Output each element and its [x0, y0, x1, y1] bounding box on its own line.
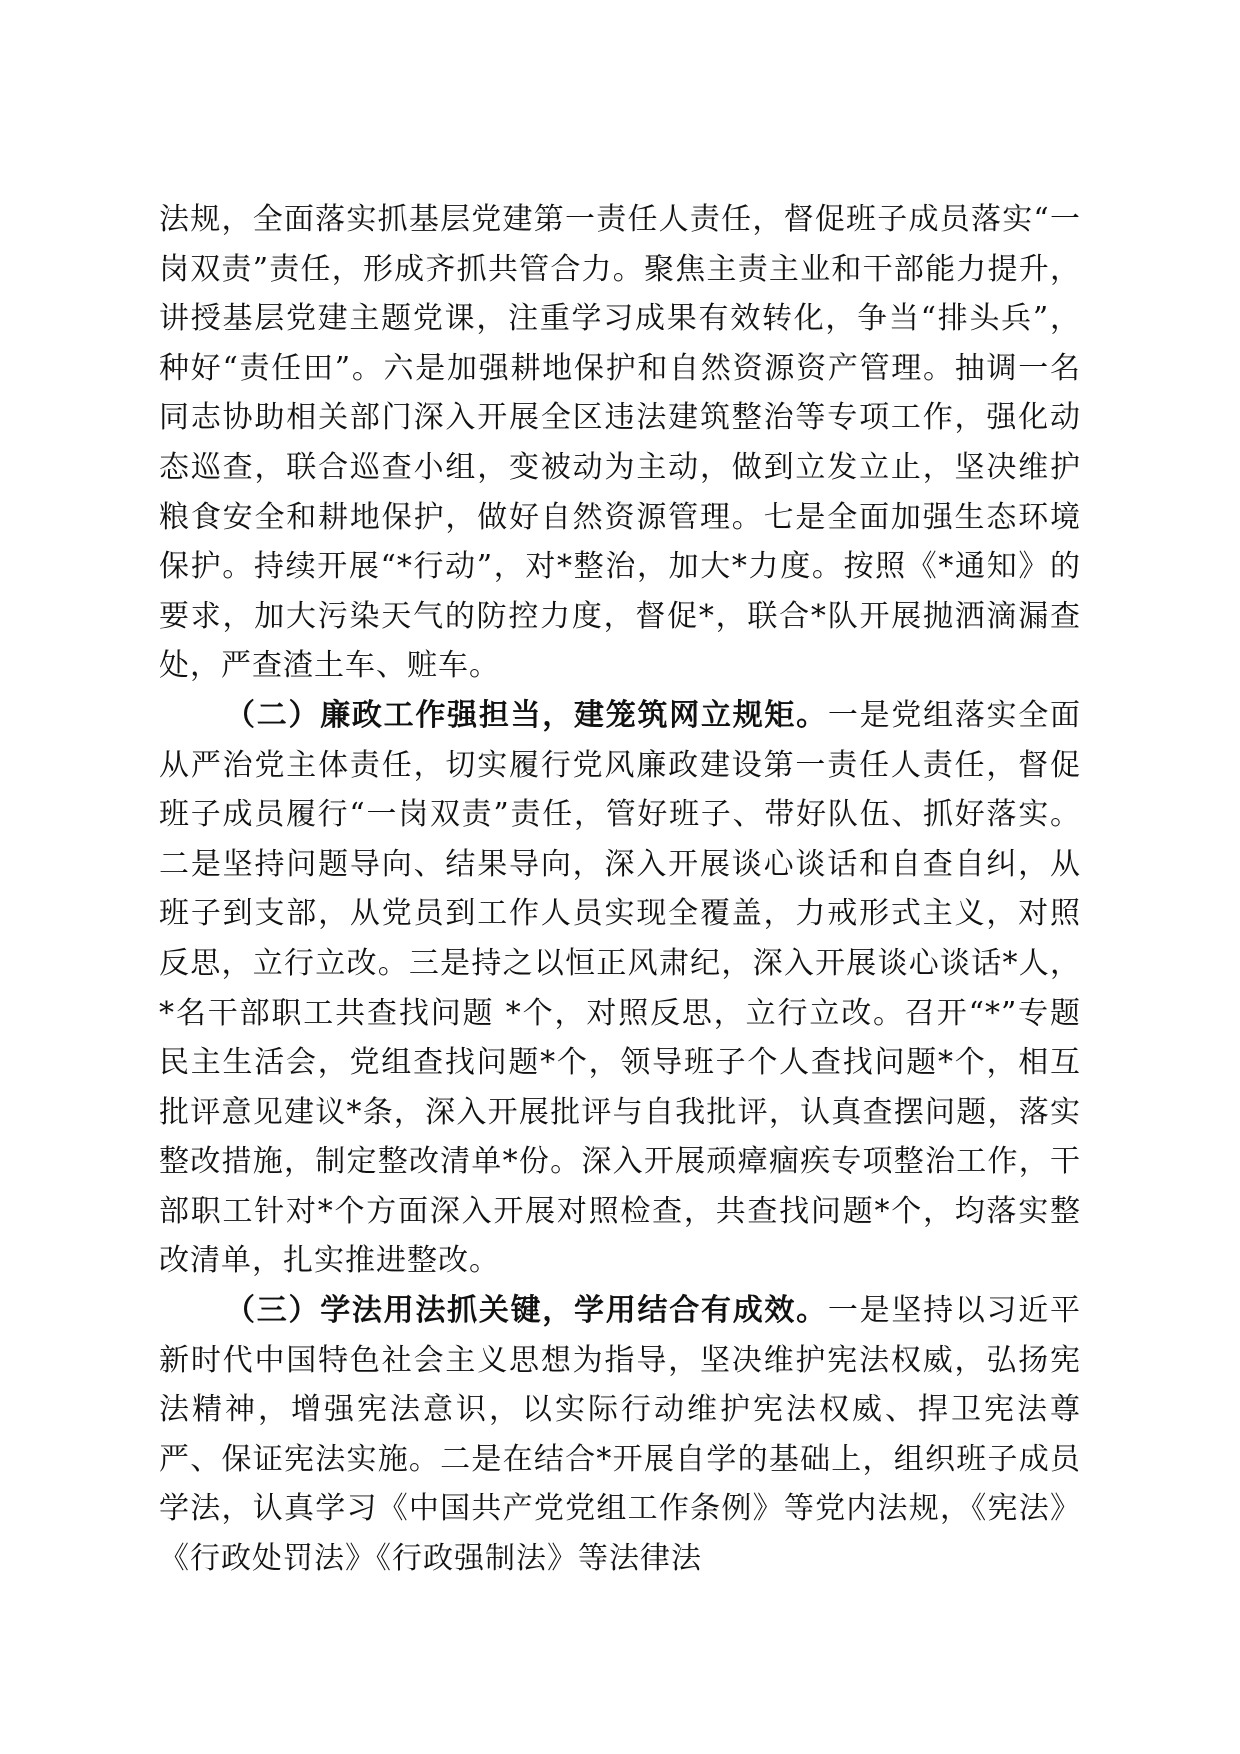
- section-heading-integrity: （二）廉政工作强担当，建笼筑网立规矩。: [225, 697, 828, 733]
- paragraph-text: 一是坚持以习近平新时代中国特色社会主义思想为指导，坚决维护宪法权威，弘扬宪法精神，增强宪法意识，以实际行动维护宪法权威、捍卫宪法尊严、保证宪法实施。二是在结合*开展自学的基础上，组织班子成员学法，认真学习《中国共产党党组工作条例》等党内法规，《宪法》《行政处罚法》《行政强制法》等法律法: [159, 1293, 1082, 1577]
- paragraph-text: 一是党组落实全面从严治党主体责任，切实履行党风廉政建设第一责任人责任，督促班子成员履行“一岗双责”责任，管好班子、带好队伍、抓好落实。二是坚持问题导向、结果导向，深入开展谈心谈话和自查自纠，从班子到支部，从党员到工作人员实现全覆盖，力戒形式主义，对照反思，立行立改。三是持之以恒正风肃纪，深入开展谈心谈话*人，*名干部职工共查找问题 *个，对照反思，立行立改。召开“*”专题民主生活会，党组查找问题*个，领导班子个人查找问题*个，相互批评意见建议*条，深入开展批评与自我批评，认真查摆问题，落实整改措施，制定整改清单*份。深入开展顽瘴痼疾专项整治工作，干部职工针对*个方面深入开展对照检查，共查找问题*个，均落实整改清单，扎实推进整改。: [159, 697, 1082, 1279]
- paragraph-continuation: [159, 195, 1081, 691]
- paragraph-text: 法规，全面落实抓基层党建第一责任人责任，督促班子成员落实“一岗双责”责任，形成齐抓共管合力。聚焦主责主业和干部能力提升，讲授基层党建主题党课，注重学习成果有效转化，争当“排头兵”，种好“责任田”。六是加强耕地保护和自然资源资产管理。抽调一名同志协助相关部门深入开展全区违法建筑整治等专项工作，强化动态巡查，联合巡查小组，变被动为主动，做到立发立止，坚决维护粮食安全和耕地保护，做好自然资源管理。七是全面加强生态环境保护。持续开展“*行动”，对*整治，加大*力度。按照《*通知》的要求，加大污染天气的防控力度，督促*，联合*队开展抛洒滴漏查处，严查渣土车、赃车。: [159, 202, 1081, 684]
- section-heading-law-study: （三）学法用法抓关键，学用结合有成效。: [225, 1293, 828, 1329]
- paragraph-law-study: [159, 1286, 1081, 1584]
- document-body: [159, 195, 1081, 1584]
- paragraph-integrity-work: [159, 691, 1081, 1286]
